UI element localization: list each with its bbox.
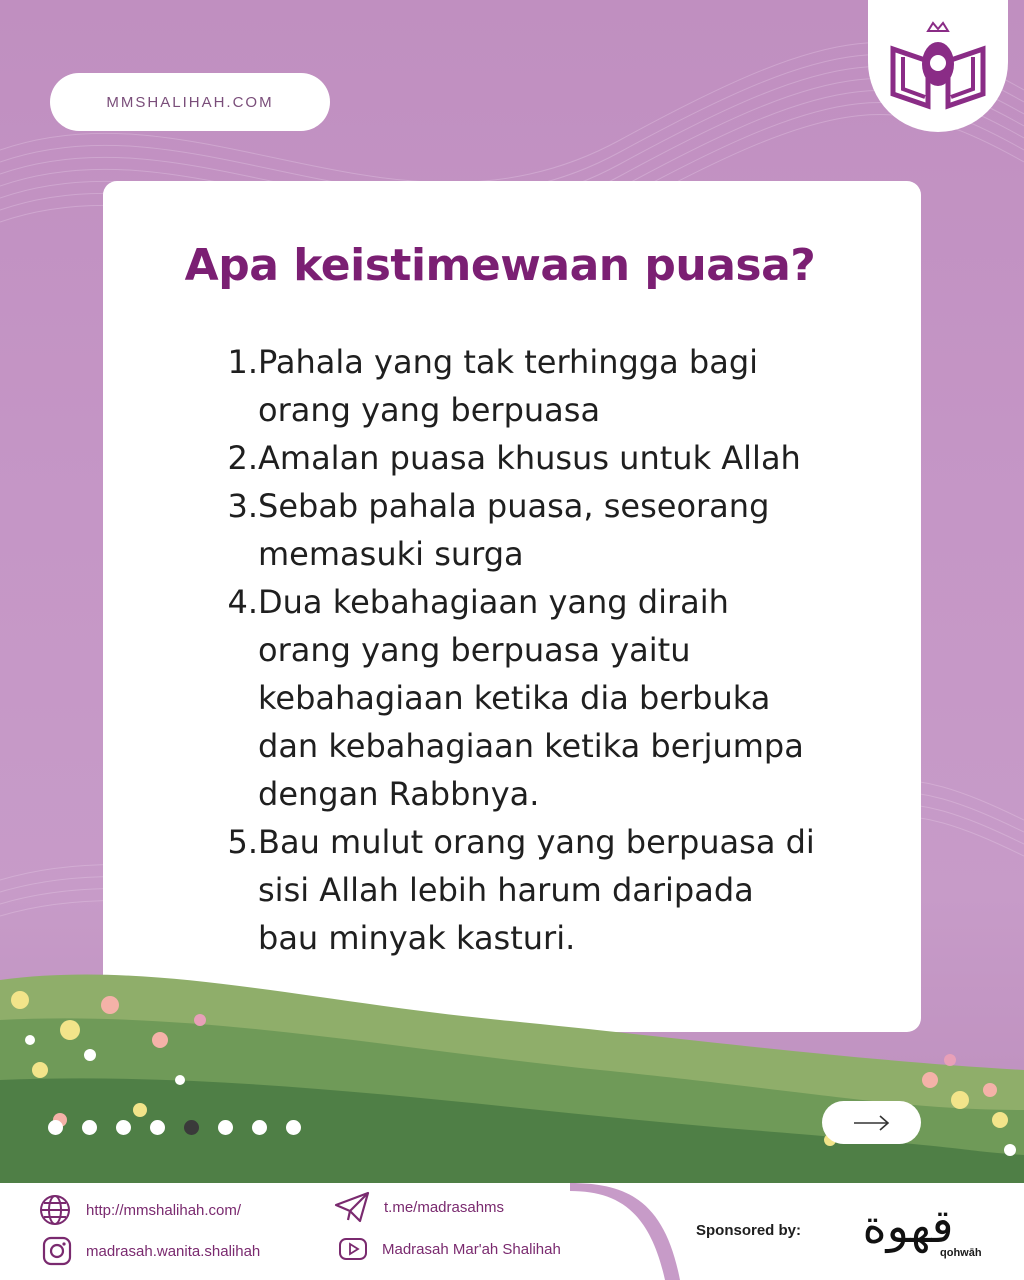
- youtube-channel[interactable]: Madrasah Mar'ah Shalihah: [382, 1240, 561, 1258]
- list-item-line: Dua kebahagiaan yang diraih: [258, 583, 729, 621]
- list-item-text: [258, 578, 902, 818]
- list-item-line: dan kebahagiaan ketika berjumpa: [258, 727, 804, 765]
- list-item-number: 5.: [227, 823, 258, 861]
- crown-book-logo: [883, 19, 993, 114]
- list-item-line: kebahagiaan ketika dia berbuka: [258, 679, 771, 717]
- list-item: [222, 482, 902, 578]
- carousel-dot[interactable]: [150, 1120, 165, 1135]
- list-item-line: Sebab pahala puasa, seseorang: [258, 487, 770, 525]
- list-item: [222, 578, 902, 818]
- list-item-number: 3.: [227, 487, 258, 525]
- sponsored-by-label: Sponsored by:: [696, 1222, 802, 1239]
- list-item-text: [258, 818, 902, 962]
- list-item: [222, 434, 902, 482]
- benefits-list: [222, 338, 902, 962]
- youtube-icon: [338, 1236, 368, 1262]
- carousel-dot[interactable]: [48, 1120, 63, 1135]
- qohwah-logo: قهوة: [862, 1199, 954, 1253]
- list-item-number: 1.: [227, 343, 258, 381]
- list-item-line: orang yang berpuasa yaitu: [258, 631, 691, 669]
- list-item-line: Pahala yang tak terhingga bagi: [258, 343, 759, 381]
- carousel-dot[interactable]: [116, 1120, 131, 1135]
- next-button[interactable]: [822, 1101, 921, 1144]
- list-item-line: orang yang berpuasa: [258, 391, 601, 429]
- list-item-text: [258, 482, 902, 578]
- footer-website[interactable]: [38, 1193, 241, 1227]
- list-item-line: bau minyak kasturi.: [258, 919, 576, 957]
- carousel-dot[interactable]: [184, 1120, 199, 1135]
- instagram-handle[interactable]: madrasah.wanita.shalihah: [86, 1242, 261, 1260]
- list-item-line: Bau mulut orang yang berpuasa di: [258, 823, 815, 861]
- list-item-line: sisi Allah lebih harum daripada: [258, 871, 754, 909]
- carousel-dot[interactable]: [82, 1120, 97, 1135]
- list-item-line: memasuki surga: [258, 535, 524, 573]
- list-item: [222, 818, 902, 962]
- list-item-line: dengan Rabbnya.: [258, 775, 540, 813]
- flower-meadow-illustration: [0, 960, 1024, 1186]
- carousel-dot[interactable]: [286, 1120, 301, 1135]
- website-pill[interactable]: MMSHALIHAH.COM: [50, 73, 330, 131]
- carousel-dot[interactable]: [252, 1120, 267, 1135]
- footer-instagram[interactable]: [42, 1236, 260, 1266]
- instagram-icon: [42, 1236, 72, 1266]
- globe-icon: [38, 1193, 72, 1227]
- footer-swoosh: [570, 1183, 690, 1280]
- website-link[interactable]: http://mmshalihah.com/: [86, 1201, 242, 1219]
- footer-telegram[interactable]: [334, 1191, 504, 1223]
- card-title: Apa keistimewaan puasa?: [184, 240, 816, 291]
- footer-youtube[interactable]: [338, 1236, 561, 1262]
- logo-tab: [868, 0, 1008, 132]
- arrow-right-icon: [852, 1113, 892, 1133]
- carousel-dots: [48, 1120, 301, 1135]
- list-item-text: [258, 338, 902, 434]
- list-item-text: [258, 434, 902, 482]
- sponsor-name: qohwāh: [940, 1247, 982, 1259]
- telegram-link[interactable]: t.me/madrasahms: [384, 1198, 505, 1216]
- list-item-line: Amalan puasa khusus untuk Allah: [258, 439, 801, 477]
- list-item: [222, 338, 902, 434]
- telegram-icon: [334, 1191, 370, 1223]
- carousel-dot[interactable]: [218, 1120, 233, 1135]
- list-item-number: 4.: [227, 583, 258, 621]
- list-item-number: 2.: [227, 439, 258, 477]
